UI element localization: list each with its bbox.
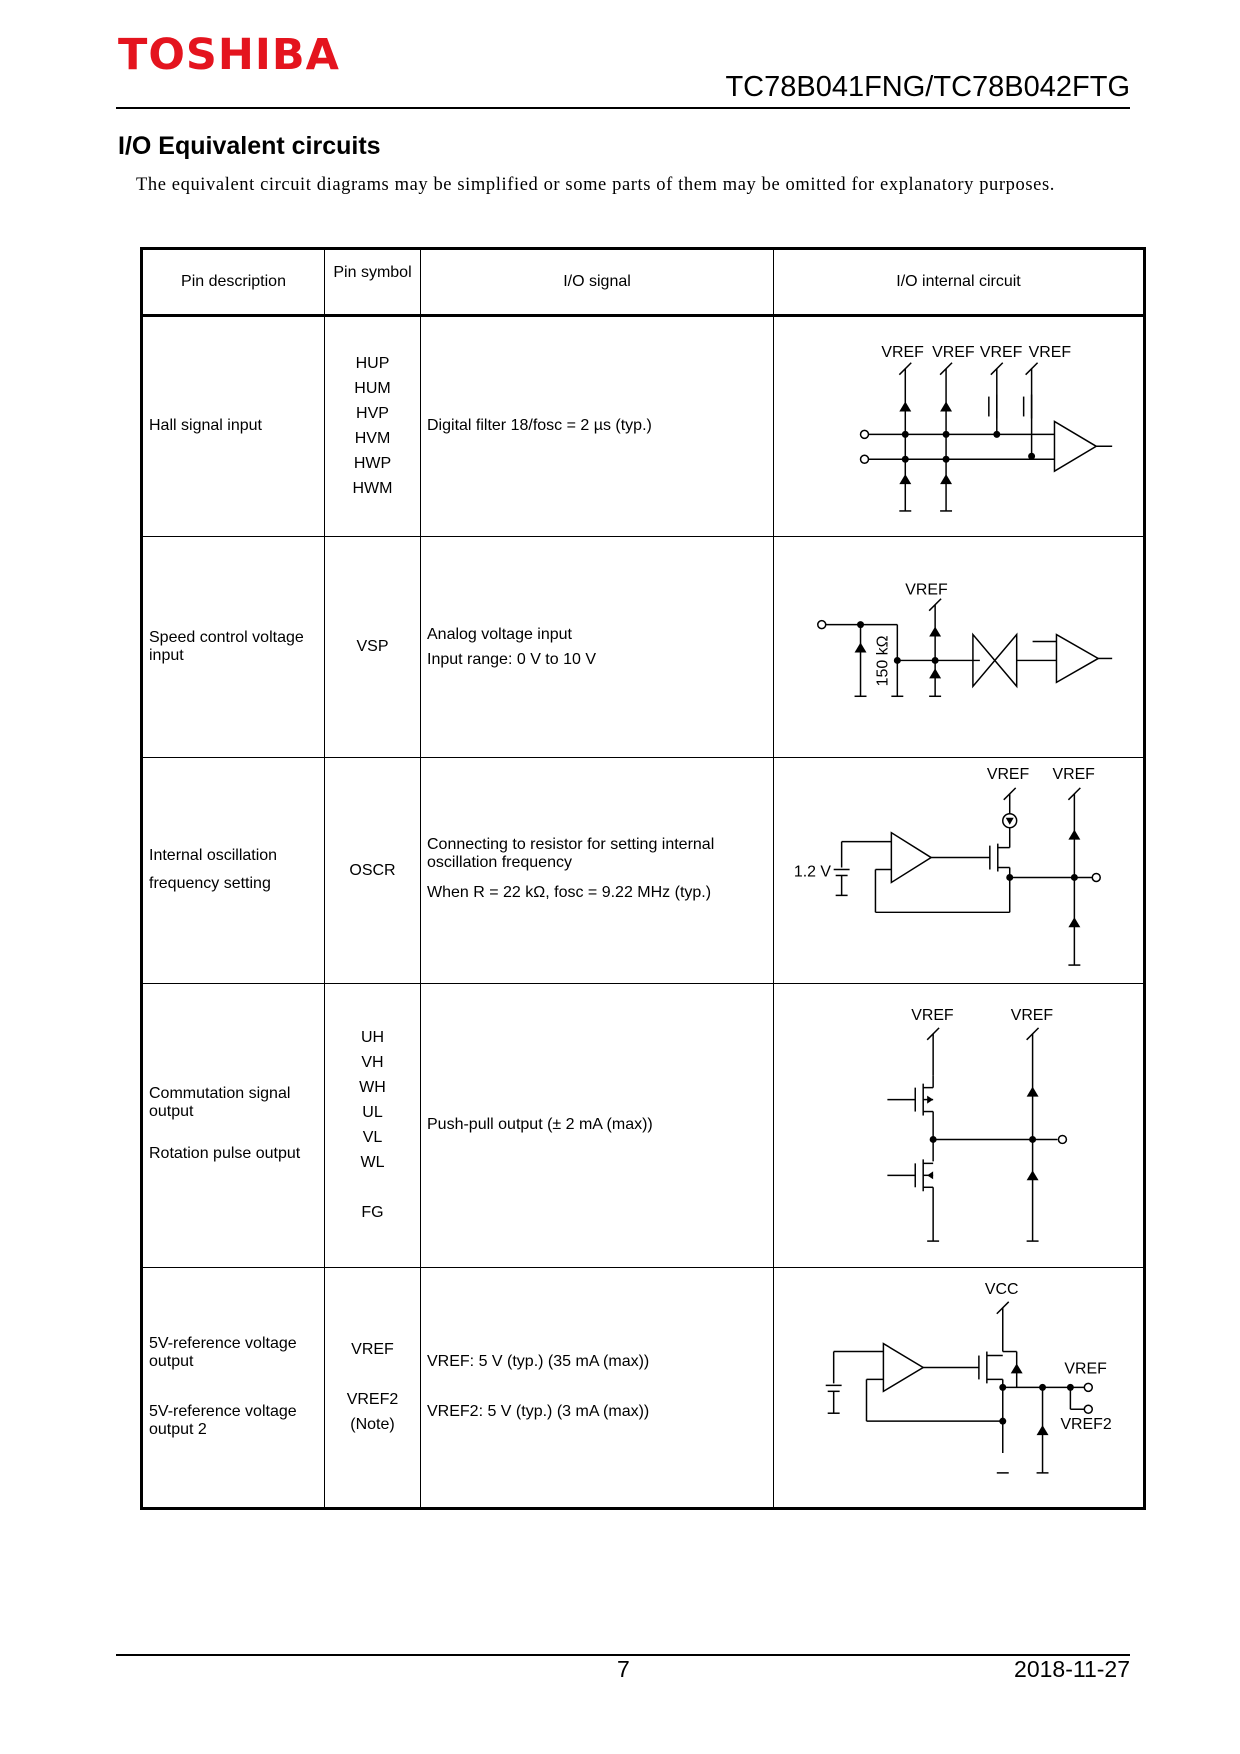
io-signal	[421, 1267, 774, 1508]
desc-line: frequency setting	[149, 875, 271, 893]
hall-input-circuit	[774, 316, 1145, 537]
circuit-label: VREF	[1010, 1006, 1054, 1024]
header-io-internal-circuit: I/O internal circuit	[774, 249, 1145, 316]
pin-symbol: UL	[362, 1104, 383, 1122]
desc-line: Commutation signal output	[149, 1085, 291, 1121]
table-row	[142, 316, 1145, 537]
pin-symbol: (Note)	[350, 1416, 395, 1434]
signal-line: Connecting to resistor for setting internal oscillation frequency	[427, 836, 715, 872]
push-pull-output-circuit	[774, 983, 1145, 1267]
table-row	[142, 536, 1145, 757]
pin-symbols	[325, 316, 421, 537]
circuit-label: VREF	[911, 1006, 954, 1024]
io-equivalent-table	[140, 247, 1146, 1510]
section-title: I/O Equivalent circuits	[118, 132, 381, 160]
io-signal	[421, 316, 774, 537]
desc-line: Rotation pulse output	[149, 1145, 301, 1163]
header-io-signal: I/O signal	[421, 249, 774, 316]
signal-line: Input range: 0 V to 10 V	[427, 650, 597, 668]
hall-input-circuit-diagram	[774, 317, 1143, 536]
table-row	[142, 1267, 1145, 1508]
circuit-label: VREF	[986, 765, 1030, 783]
header-pin-description: Pin description	[142, 249, 325, 316]
toshiba-logo: TOSHIBA	[118, 30, 340, 80]
circuit-label: VCC	[984, 1280, 1019, 1298]
circuit-label: VREF	[905, 581, 948, 599]
pin-symbols	[325, 757, 421, 983]
pin-symbol: WH	[359, 1079, 386, 1097]
pin-symbol: VL	[362, 1129, 383, 1147]
circuit-label: VREF	[1028, 343, 1072, 361]
pin-symbol: VREF2	[346, 1391, 399, 1409]
pin-symbol: HWP	[353, 455, 392, 473]
header-pin-symbol: Pin symbol	[325, 249, 421, 316]
circuit-label: 1.2 V	[793, 863, 832, 881]
pin-symbols	[325, 536, 421, 757]
desc-line: Internal oscillation	[149, 847, 278, 865]
reference-voltage-circuit-diagram	[774, 1268, 1143, 1507]
signal-line: Push-pull output (± 2 mA (max))	[427, 1116, 653, 1134]
header-divider	[116, 107, 1130, 109]
circuit-label: VREF2	[1060, 1415, 1112, 1433]
signal-line: VREF2: 5 V (typ.) (3 mA (max))	[427, 1403, 650, 1421]
pin-symbol: HUP	[355, 355, 390, 373]
pin-description	[142, 316, 325, 537]
pin-symbol: VH	[361, 1054, 384, 1072]
pin-description	[142, 757, 325, 983]
pin-symbol: HVP	[356, 405, 389, 423]
circuit-label: VREF	[979, 343, 1023, 361]
pin-symbols	[325, 983, 421, 1267]
pin-symbols	[325, 1267, 421, 1508]
circuit-label: VREF	[1052, 765, 1095, 783]
part-number: TC78B041FNG/TC78B042FTG	[725, 71, 1130, 103]
push-pull-output-circuit-diagram	[774, 984, 1143, 1267]
pin-symbol: VREF	[351, 1341, 394, 1359]
pin-symbol: HWM	[352, 480, 393, 498]
pin-symbol: OSCR	[349, 861, 396, 879]
speed-control-circuit	[774, 536, 1145, 757]
desc-line: 5V-reference voltage output 2	[149, 1403, 297, 1439]
circuit-label: VREF	[932, 343, 975, 361]
desc-line: Speed control voltage input	[149, 628, 304, 664]
circuit-label: VREF	[1064, 1360, 1107, 1378]
pin-symbol: HUM	[354, 380, 391, 398]
io-signal	[421, 983, 774, 1267]
intro-paragraph: The equivalent circuit diagrams may be simplified or some parts of them may be omitted for explanatory purposes.	[136, 175, 1055, 195]
signal-line: Analog voltage input	[427, 625, 572, 643]
pin-symbol: WL	[360, 1154, 385, 1172]
desc-line: 5V-reference voltage output	[149, 1335, 297, 1371]
signal-line: VREF: 5 V (typ.) (35 mA (max))	[427, 1353, 650, 1371]
document-date: 2018-11-27	[1014, 1656, 1130, 1682]
pin-description	[142, 536, 325, 757]
pin-symbol: HVM	[354, 430, 391, 448]
pin-symbol: UH	[360, 1029, 385, 1047]
io-signal	[421, 536, 774, 757]
desc-line: Hall signal input	[149, 417, 262, 435]
pin-symbol: FG	[361, 1204, 384, 1222]
signal-line: Digital filter 18/fosc = 2 µs (typ.)	[427, 417, 652, 435]
table-row	[142, 757, 1145, 983]
oscillation-circuit	[774, 757, 1145, 983]
pin-symbol: VSP	[356, 638, 389, 656]
circuit-label: 150 kΩ	[874, 635, 892, 687]
speed-control-circuit-diagram	[774, 537, 1143, 757]
pin-description	[142, 983, 325, 1267]
oscillation-circuit-diagram	[774, 758, 1143, 983]
io-signal	[421, 757, 774, 983]
circuit-label: VREF	[881, 343, 924, 361]
signal-line: When R = 22 kΩ, fosc = 9.22 MHz (typ.)	[427, 884, 712, 902]
pin-description	[142, 1267, 325, 1508]
table-header-row	[142, 249, 1145, 316]
reference-voltage-circuit	[774, 1267, 1145, 1508]
page-number: 7	[617, 1656, 630, 1682]
table-row	[142, 983, 1145, 1267]
